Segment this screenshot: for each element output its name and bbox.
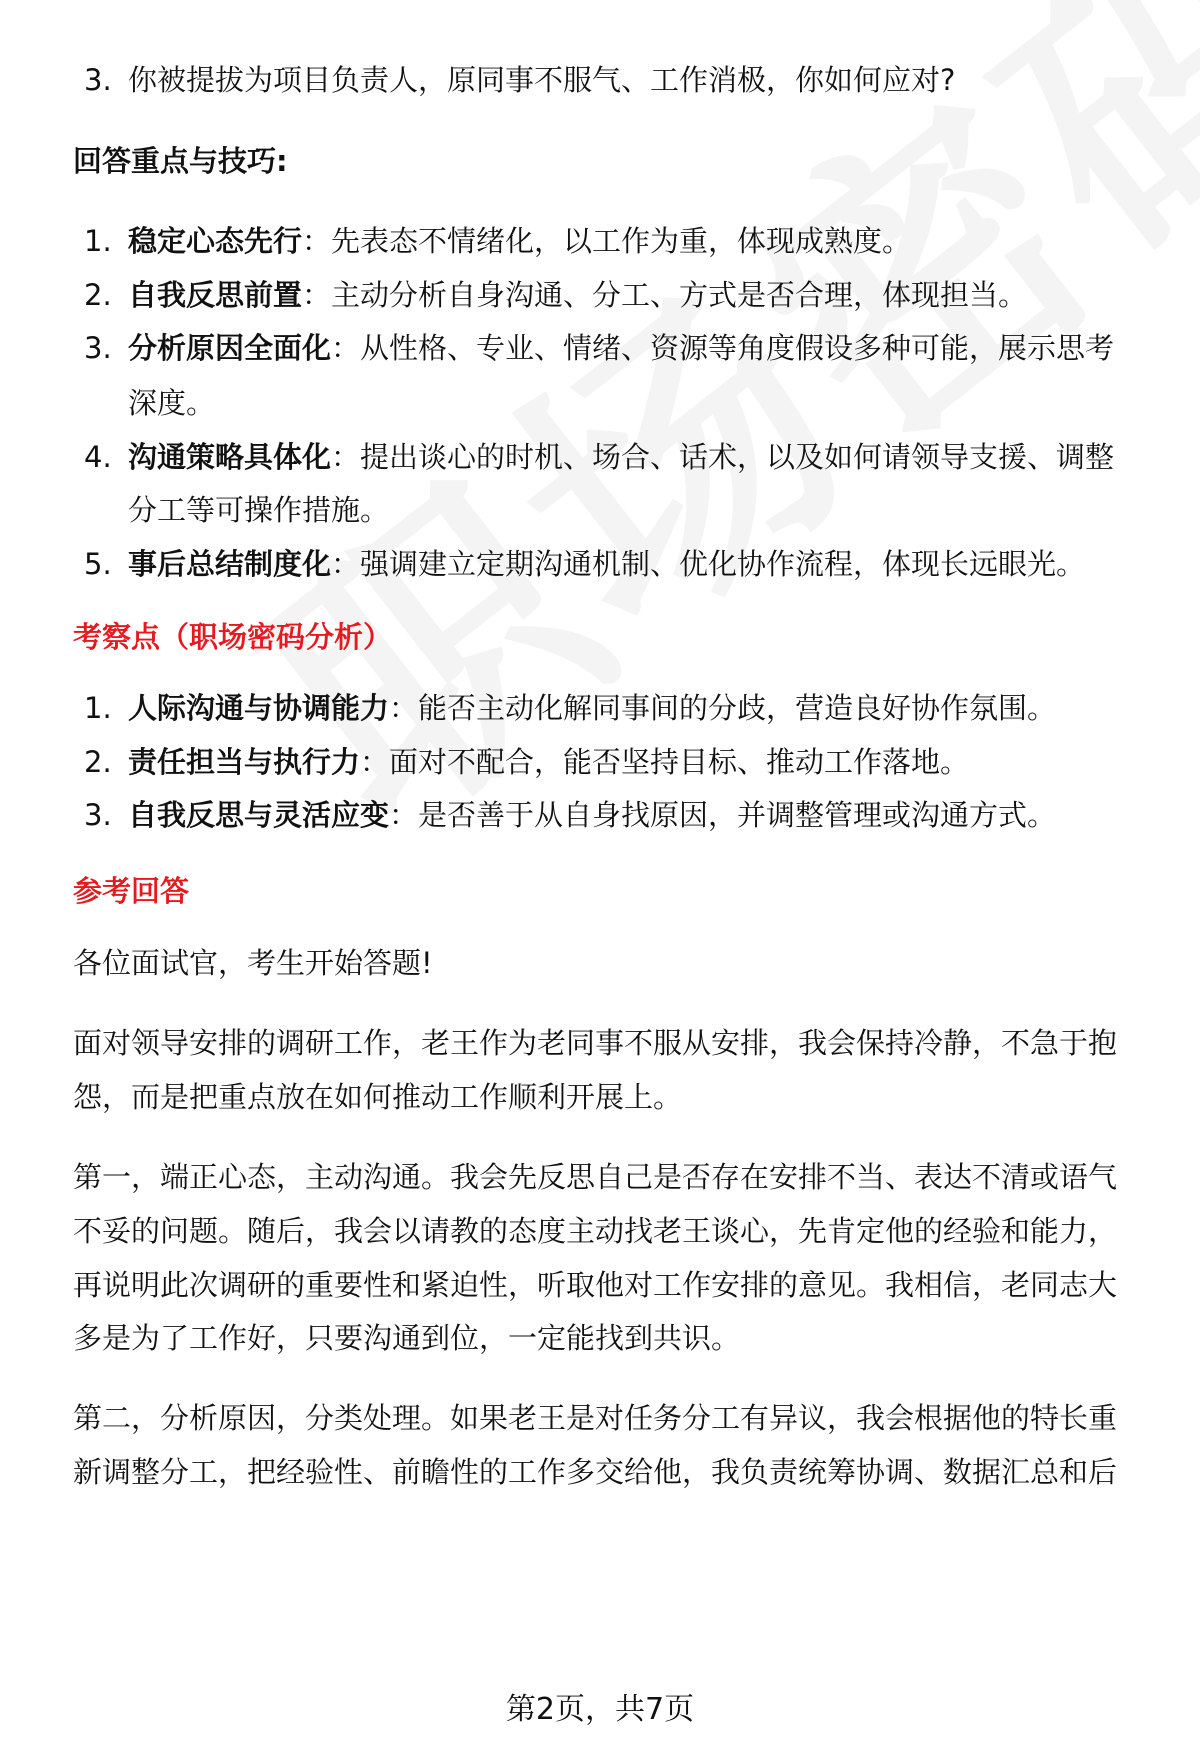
answer-paragraph-line: 怨，而是把重点放在如何推动工作顺利开展上。 — [73, 1080, 683, 1114]
exam-point-number: 1. — [84, 691, 112, 725]
answer-greeting: 各位面试官，考生开始答题! — [73, 946, 433, 980]
exam-point-title: 责任担当与执行力 — [128, 745, 361, 779]
answer-paragraph-line: 面对领导安排的调研工作，老王作为老同事不服从安排，我会保持冷静，不急于抱 — [73, 1026, 1118, 1060]
exam-point-title: 人际沟通与协调能力 — [128, 691, 390, 725]
question-number: 3. — [84, 63, 112, 97]
answer-paragraph-line: 新调整分工，把经验性、前瞻性的工作多交给他，我负责统筹协调、数据汇总和后 — [73, 1455, 1118, 1489]
tip-body: ：主动分析自身沟通、分工、方式是否合理，体现担当。 — [302, 278, 1028, 312]
exam-point-item — [128, 688, 1056, 728]
question-text: 你被提拔为项目负责人，原同事不服气、工作消极，你如何应对? — [128, 63, 956, 97]
tip-body: ：从性格、专业、情绪、资源等角度假设多种可能，展示思考 — [331, 331, 1115, 365]
exam-point-number: 3. — [84, 798, 112, 832]
tip-title: 分析原因全面化 — [128, 331, 332, 365]
tip-body: ：强调建立定期沟通机制、优化协作流程，体现长远眼光。 — [331, 547, 1086, 581]
tip-item — [128, 221, 911, 261]
answer-paragraph-line: 第一，端正心态，主动沟通。我会先反思自己是否存在安排不当、表达不清或语气 — [73, 1160, 1118, 1194]
tip-title: 事后总结制度化 — [128, 547, 332, 581]
tip-item — [128, 328, 1114, 368]
tip-title: 自我反思前置 — [128, 278, 303, 312]
exam-point-body: ：是否善于从自身找原因，并调整管理或沟通方式。 — [389, 798, 1057, 832]
answer-paragraph-line: 第二，分析原因，分类处理。如果老王是对任务分工有异议，我会根据他的特长重 — [73, 1401, 1118, 1435]
tip-item — [128, 437, 1114, 477]
tip-number: 3. — [84, 331, 112, 365]
page-number-footer: 第2页，共7页 — [505, 1692, 695, 1727]
tip-number: 5. — [84, 547, 112, 581]
tip-title: 沟通策略具体化 — [128, 440, 332, 474]
tip-continuation: 分工等可操作措施。 — [128, 493, 390, 527]
tip-number: 1. — [84, 224, 112, 258]
reference-answer-heading: 参考回答 — [73, 874, 190, 908]
tips-heading: 回答重点与技巧: — [73, 144, 288, 178]
answer-paragraph-line: 再说明此次调研的重要性和紧迫性，听取他对工作安排的意见。我相信，老同志大 — [73, 1268, 1118, 1302]
exam-point-number: 2. — [84, 745, 112, 779]
exam-point-body: ：能否主动化解同事间的分歧，营造良好协作氛围。 — [389, 691, 1057, 725]
tip-continuation: 深度。 — [128, 386, 216, 420]
tip-item — [128, 544, 1085, 584]
exam-point-title: 自我反思与灵活应变 — [128, 798, 390, 832]
answer-paragraph-line: 不妥的问题。随后，我会以请教的态度主动找老王谈心，先肯定他的经验和能力， — [73, 1214, 1118, 1248]
exam-points-heading: 考察点（职场密码分析） — [73, 620, 393, 654]
exam-point-item — [128, 742, 969, 782]
tip-title: 稳定心态先行 — [128, 224, 303, 258]
tip-number: 4. — [84, 440, 112, 474]
answer-paragraph-line: 多是为了工作好，只要沟通到位，一定能找到共识。 — [73, 1321, 741, 1355]
tip-number: 2. — [84, 278, 112, 312]
tip-body: ：先表态不情绪化，以工作为重，体现成熟度。 — [302, 224, 912, 258]
tip-item — [128, 275, 1027, 315]
exam-point-item — [128, 795, 1056, 835]
tip-body: ：提出谈心的时机、场合、话术，以及如何请领导支援、调整 — [331, 440, 1115, 474]
exam-point-body: ：面对不配合，能否坚持目标、推动工作落地。 — [360, 745, 970, 779]
